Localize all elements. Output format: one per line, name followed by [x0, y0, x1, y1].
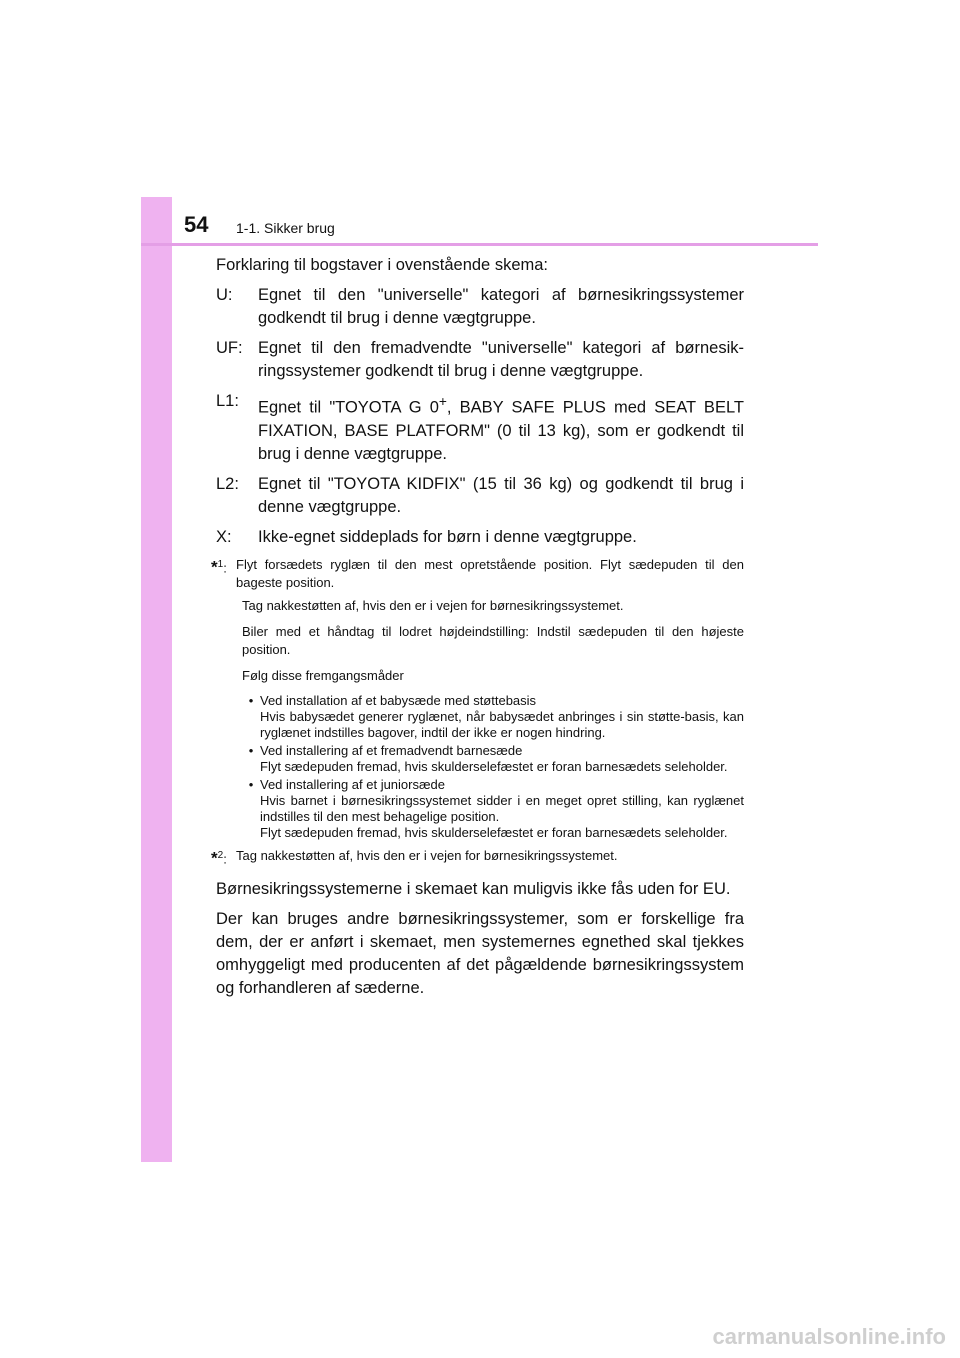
- bullet-title: Ved installering af et juniorsæde: [260, 776, 446, 792]
- footnote-marker: [211, 556, 236, 592]
- definition-text: Egnet til "TOYOTA KIDFIX" (15 til 36 kg) og godkendt til brug i denne vægtgruppe.: [258, 474, 744, 516]
- footnote-paragraph: Tag nakkestøtten af, hvis den er i vejen for børnesikringssystemet.: [242, 597, 624, 613]
- bullet-item: [242, 777, 744, 841]
- sidebar-tab: [141, 197, 172, 1162]
- asterisk: *: [211, 556, 218, 576]
- definition-text-part: Egnet til "TOYOTA G 0: [258, 398, 439, 417]
- watermark: carmanualsonline.info: [712, 1324, 946, 1349]
- definition-text: Ikke-egnet siddeplads for børn i denne vægtgruppe.: [258, 527, 637, 546]
- footnote-text: Tag nakkestøtten af, hvis den er i vejen for børnesikringssystemet.: [236, 847, 618, 863]
- bullet-dot-icon: •: [248, 742, 254, 758]
- bullet-item: [242, 693, 744, 741]
- definition-key: U:: [216, 286, 233, 304]
- page-content: [211, 254, 744, 1007]
- bullet-line: Hvis barnet i børnesikringssystemet sidder i en meget opret stilling, kan ryglænet indstilles til den mest behagelige position.: [260, 792, 744, 824]
- bullet-dot-icon: •: [248, 692, 254, 708]
- footnote-sep: :: [223, 559, 227, 575]
- asterisk: *: [211, 847, 218, 867]
- definition-key: L1:: [216, 392, 239, 410]
- footnote-2: [211, 847, 744, 868]
- definition-key: UF:: [216, 339, 243, 357]
- footnote-number: 2: [217, 849, 224, 861]
- footnote-paragraph: Biler med et håndtag til lodret højdeindstilling: Indstil sædepuden til den højeste position.: [242, 623, 744, 657]
- definition-text-part: , BABY SAFE PLUS med SEAT BELT FIXATION, BASE PLATFORM" (0 til 13 kg), som er godkendt til brug i denne vægtgruppe.: [258, 398, 744, 463]
- bullet-line: Hvis babysædet generer ryglænet, når babysædet anbringes i sin støtte-basis, kan ryglænet indstilles bagover, indtil der ikke er nogen hindring.: [260, 708, 744, 740]
- intro-text: Forklaring til bogstaver i ovenstående skema:: [216, 256, 548, 274]
- bullet-line: Flyt sædepuden fremad, hvis skulderselefæstet er foran barnesædets seleholder.: [260, 758, 728, 774]
- superscript: +: [438, 394, 447, 409]
- closing-paragraph: Der kan bruges andre børnesikringssystemer, som er forskellige fra dem, der er anført i skemaet, men systemernes egnethed skal tjekkes omhyggeligt med producenten af det pågældende børnesikringssystem og forhandleren af sæderne.: [216, 909, 744, 997]
- bullet-dot-icon: •: [248, 776, 254, 792]
- definition-l2: [216, 473, 744, 519]
- definition-key: L2:: [216, 474, 239, 493]
- bullet-title: Ved installering af et fremadvendt barnesæde: [260, 742, 523, 758]
- definition-l1: [216, 390, 744, 466]
- footnote-1: [211, 556, 744, 592]
- bullet-title: Ved installation af et babysæde med støttebasis: [260, 692, 537, 708]
- footnote-marker: [211, 847, 236, 868]
- definition-text: Egnet til den fremadvendte "universelle" kategori af børnesik-ringssystemer godkendt til brug i denne vægtgruppe.: [258, 339, 744, 380]
- page-number: 54: [184, 212, 209, 237]
- bullet-item: [242, 743, 744, 775]
- definition-key: X:: [216, 527, 232, 546]
- footnote-paragraph: Følg disse fremgangsmåder: [242, 667, 404, 683]
- closing-paragraph: Børnesikringssystemerne i skemaet kan muligvis ikke fås uden for EU.: [216, 879, 731, 898]
- definition-text: [258, 390, 744, 466]
- definition-uf: [216, 337, 744, 383]
- footnote-sep: :: [223, 850, 227, 866]
- definition-u: [216, 284, 744, 330]
- bullet-line: Flyt sædepuden fremad, hvis skulderselefæstet er foran barnesædets seleholder.: [260, 824, 728, 840]
- footnote-number: 1: [217, 558, 224, 570]
- definition-x: [216, 526, 744, 549]
- header-rule: [141, 243, 818, 246]
- footnote-text: Flyt forsædets ryglæn til den mest opretstående position. Flyt sædepuden til den bageste position.: [236, 556, 744, 590]
- definition-text: Egnet til den "universelle" kategori af børnesikringssystemer godkendt til brug i denne vægtgruppe.: [258, 286, 744, 327]
- section-title: 1-1. Sikker brug: [236, 220, 335, 236]
